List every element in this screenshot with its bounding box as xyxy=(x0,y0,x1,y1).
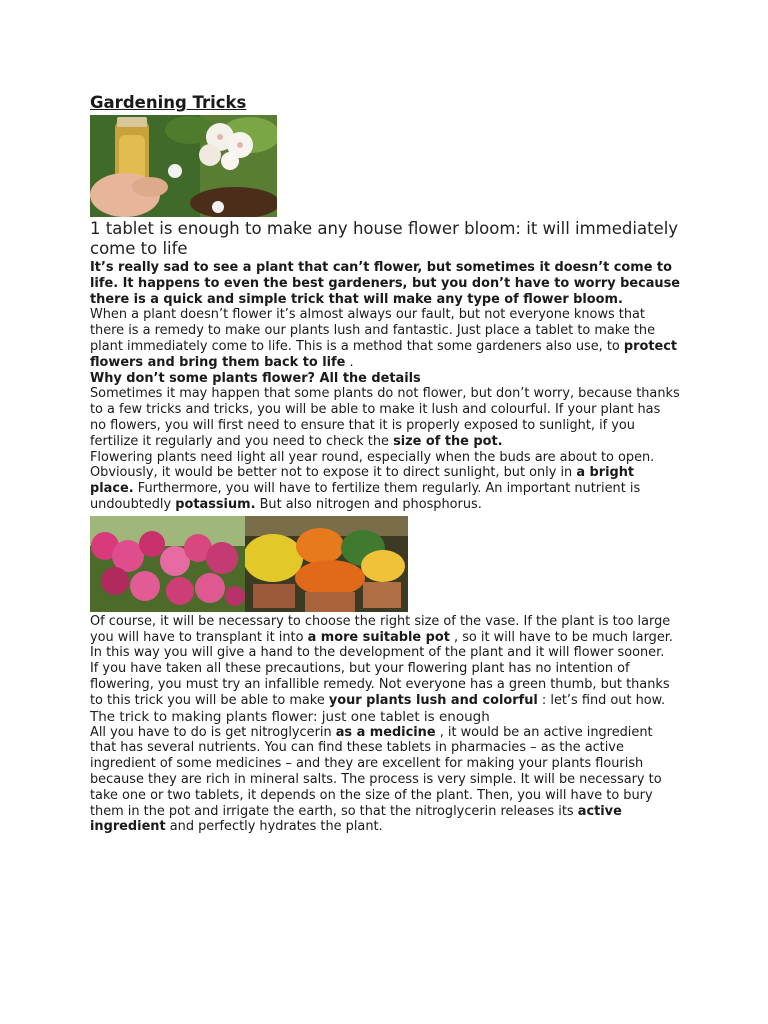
section-heading-why: Why don’t some plants flower? All the details xyxy=(90,370,421,386)
paragraph-6-emphasis-2: active ingredient xyxy=(90,803,622,835)
paragraph-5-text-a: If you have taken all these precautions, but your flowering plant has no intention of flowering, you must try an infallible remedy. Not everyone has a green thumb, but thanks to this trick you will be able to make xyxy=(90,661,670,708)
photo-potted-marigolds xyxy=(245,516,408,612)
paragraph-3-text-e: But also nitrogen and phosphorus. xyxy=(255,496,482,512)
paragraph-4-text-a: Of course, it will be necessary to choose the right size of the vase. If the plant is too large you will have to transplant it into xyxy=(90,613,671,645)
section-heading-trick: The trick to making plants flower: just one tablet is enough xyxy=(90,708,490,725)
paragraph-2-text-a: Sometimes it may happen that some plants do not flower, but don’t worry, because thanks to a few tricks and tricks, you will be able to make it lush and colourful. If your plant has no flowers, you will first need to ensure that it is properly exposed to sunlight, if you fertilize it regularly and you need to check the xyxy=(90,386,680,449)
paragraph-5 xyxy=(90,661,680,708)
photo-pink-geraniums xyxy=(90,516,245,612)
paragraph-3-emphasis-1: a bright place. xyxy=(90,465,635,497)
paragraph-3-text-a: Flowering plants need light all year round, especially when the buds are about to open. Obviously, it would be better not to expose it to direct sunlight, but only in xyxy=(90,449,655,481)
paragraph-4-text-c: , so it will have to be much larger. In this way you will give a hand to the development of the plant and it will flower sooner. xyxy=(90,629,673,661)
paragraph-6-text-c: , it would be an active ingredient that has several nutrients. You can find these tablets in pharmacies – as the active ingredient of some medicines – and they are excellent for making your plants flourish because they are rich in mineral salts. The process is very simple. It will be necessary to take one or two tablets, it depends on the size of the plant. Then, you will have to bury them in the pot and irrigate the earth, so that the nitroglycerin releases its xyxy=(90,724,662,819)
paragraph-6 xyxy=(90,725,680,836)
article-lead: It’s really sad to see a plant that can’t flower, but sometimes it doesn’t come to life. It happens to even the best gardeners, but you don’t have to worry because there is a quick and simple trick that will make any type of flower bloom. xyxy=(90,260,681,307)
paragraph-3-text-c: Furthermore, you will have to fertilize them regularly. An important nutrient is undoubtedly xyxy=(90,481,641,512)
article-headline: 1 tablet is enough to make any house flower bloom: it will immediately come to life xyxy=(90,219,679,258)
paragraph-2-emphasis: size of the pot. xyxy=(393,433,503,449)
paragraph-1 xyxy=(90,307,680,370)
paragraph-6-text-a: All you have to do is get nitroglycerin xyxy=(90,724,336,740)
hero-image-tablet-jar-flowers xyxy=(90,115,277,217)
paragraph-6-text-e: and perfectly hydrates the plant. xyxy=(165,819,383,835)
paragraph-5-emphasis: your plants lush and colorful xyxy=(328,692,538,708)
flower-photos xyxy=(90,516,408,612)
paragraph-4-emphasis: a more suitable pot xyxy=(307,629,450,645)
paragraph-1-text-a: When a plant doesn’t flower it’s almost always our fault, but not everyone knows that there is a remedy to make our plants lush and fantastic. Just place a tablet to make the plant immediately come to life. This is a method that some gardeners also use, to xyxy=(90,307,655,354)
paragraph-1-text-c: . xyxy=(345,354,354,370)
paragraph-2 xyxy=(90,386,680,449)
article xyxy=(90,92,680,835)
article-title: Gardening Tricks xyxy=(90,93,247,112)
paragraph-1-emphasis: protect flowers and bring them back to life xyxy=(90,338,678,370)
paragraph-5-text-c: : let’s find out how. xyxy=(537,692,666,708)
paragraph-3 xyxy=(90,450,680,513)
paragraph-6-emphasis-1: as a medicine xyxy=(335,724,436,740)
paragraph-4 xyxy=(90,614,680,661)
paragraph-3-emphasis-2: potassium. xyxy=(175,496,256,512)
